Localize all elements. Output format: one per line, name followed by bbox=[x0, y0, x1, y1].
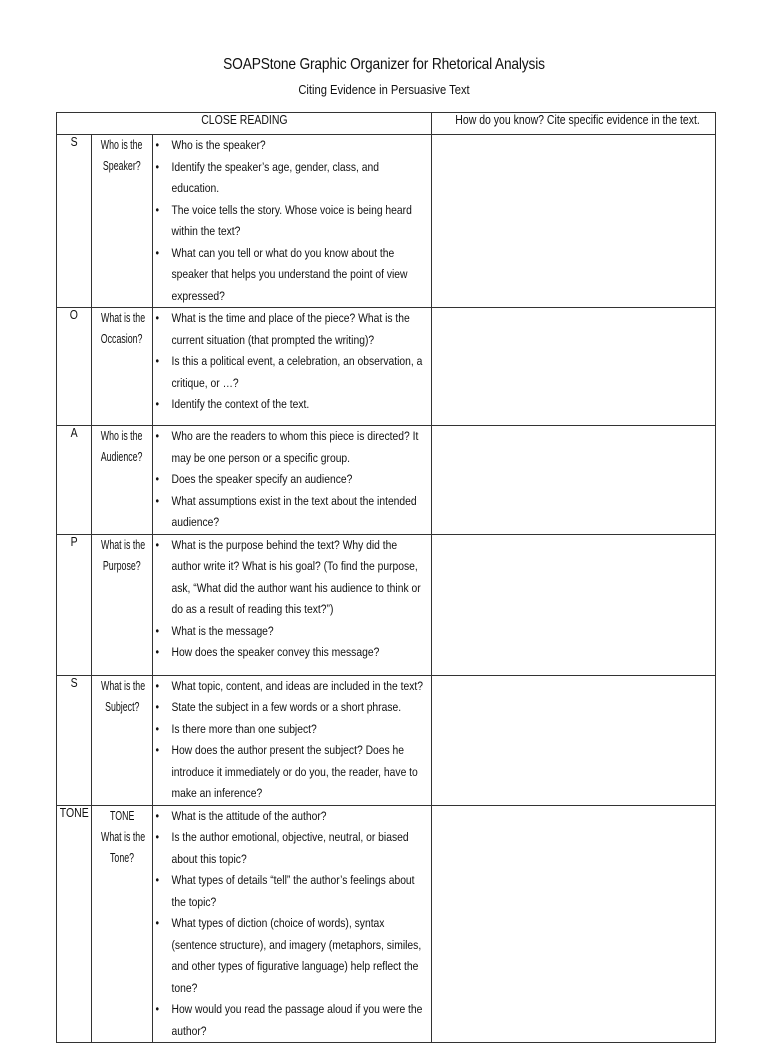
table-row bbox=[57, 308, 716, 426]
prompt-list bbox=[153, 806, 431, 1043]
row-letter: O bbox=[57, 308, 92, 426]
prompt-item: • State the subject in a few words or a short phrase. bbox=[153, 697, 423, 719]
row-letter: TONE bbox=[57, 805, 92, 1043]
evidence-cell[interactable] bbox=[432, 308, 716, 426]
row-prompts bbox=[153, 805, 432, 1043]
row-question bbox=[92, 308, 153, 426]
soapstone-table bbox=[56, 112, 716, 1043]
question-line: Speaker? bbox=[103, 159, 141, 173]
evidence-cell[interactable] bbox=[432, 426, 716, 535]
prompt-item: • Who are the readers to whom this piece is directed? It may be one person or a specific group. bbox=[153, 426, 423, 469]
prompt-list bbox=[153, 426, 431, 534]
prompt-item: • Identify the context of the text. bbox=[153, 394, 423, 416]
row-letter: S bbox=[57, 675, 92, 805]
prompt-item: • What assumptions exist in the text about the intended audience? bbox=[153, 491, 423, 534]
question-line: Tone? bbox=[109, 850, 135, 865]
prompt-item: • What can you tell or what do you know about the speaker that helps you understand the point of view expressed? bbox=[153, 243, 423, 308]
evidence-cell[interactable] bbox=[432, 805, 716, 1043]
table-row bbox=[57, 805, 716, 1043]
table-header-row bbox=[57, 113, 716, 135]
row-prompts bbox=[153, 426, 432, 535]
question-line: Occasion? bbox=[101, 332, 143, 346]
prompt-list bbox=[153, 308, 431, 416]
prompt-item: • Is this a political event, a celebration, an observation, a critique, or …? bbox=[153, 351, 423, 394]
row-question bbox=[92, 675, 153, 805]
prompt-item: • What is the attitude of the author? bbox=[153, 806, 423, 828]
document-title: SOAPStone Graphic Organizer for Rhetorical Analysis bbox=[223, 56, 545, 73]
table-row bbox=[57, 534, 716, 675]
row-question bbox=[92, 135, 153, 308]
row-prompts bbox=[153, 534, 432, 675]
row-prompts bbox=[153, 308, 432, 426]
prompt-item: • Does the speaker specify an audience? bbox=[153, 469, 423, 491]
question-line: Subject? bbox=[104, 699, 140, 714]
row-prompts bbox=[153, 675, 432, 805]
prompt-item: • What is the purpose behind the text? Why did the author write it? What is his goal? (To find the purpose, ask, “What did the author want his audience to think or do as a result of reading this text?”) bbox=[153, 535, 423, 621]
question-line: Audience? bbox=[101, 450, 143, 464]
table-row bbox=[57, 426, 716, 535]
prompt-item: • What topic, content, and ideas are included in the text? bbox=[153, 676, 423, 698]
question-line: What is the bbox=[101, 829, 146, 844]
question-line: What is the bbox=[101, 678, 146, 693]
prompt-item: • Who is the speaker? bbox=[153, 135, 423, 157]
row-question bbox=[92, 805, 153, 1043]
prompt-list bbox=[153, 135, 431, 307]
prompt-item: • How does the author present the subject? Does he introduce it immediately or do you, the reader, have to make an inference? bbox=[153, 740, 423, 805]
close-reading-header: CLOSE READING bbox=[57, 113, 432, 135]
question-line: Who is the bbox=[101, 138, 143, 152]
prompt-item: • What is the time and place of the piece? What is the current situation (that prompted the writing)? bbox=[153, 308, 423, 351]
prompt-item: • Identify the speaker’s age, gender, class, and education. bbox=[153, 157, 423, 200]
question-line: TONE bbox=[109, 808, 135, 823]
row-prompts bbox=[153, 135, 432, 308]
row-question bbox=[92, 426, 153, 535]
prompt-item: • Is there more than one subject? bbox=[153, 719, 423, 741]
evidence-header: How do you know? Cite specific evidence in the text. bbox=[432, 113, 716, 135]
prompt-item: • What types of details “tell” the author’s feelings about the topic? bbox=[153, 870, 423, 913]
prompt-item: • The voice tells the story. Whose voice is being heard within the text? bbox=[153, 200, 423, 243]
row-letter: P bbox=[57, 534, 92, 675]
prompt-list bbox=[153, 676, 431, 805]
prompt-item: • Is the author emotional, objective, neutral, or biased about this topic? bbox=[153, 827, 423, 870]
prompt-item: • What is the message? bbox=[153, 621, 423, 643]
prompt-list bbox=[153, 535, 431, 664]
prompt-item: • What types of diction (choice of words), syntax (sentence structure), and imagery (metaphors, similes, and other types of figurative language) help reflect the tone? bbox=[153, 913, 423, 999]
table-row bbox=[57, 135, 716, 308]
row-letter: A bbox=[57, 426, 92, 535]
table-row bbox=[57, 675, 716, 805]
prompt-item: • How would you read the passage aloud if you were the author? bbox=[153, 999, 423, 1042]
evidence-cell[interactable] bbox=[432, 135, 716, 308]
row-question bbox=[92, 534, 153, 675]
question-line: Purpose? bbox=[103, 558, 141, 573]
question-line: What is the bbox=[101, 537, 146, 552]
evidence-cell[interactable] bbox=[432, 675, 716, 805]
question-line: What is the bbox=[101, 311, 146, 325]
prompt-item: • How does the speaker convey this message? bbox=[153, 642, 423, 664]
evidence-cell[interactable] bbox=[432, 534, 716, 675]
row-letter: S bbox=[57, 135, 92, 308]
document-subtitle: Citing Evidence in Persuasive Text bbox=[298, 82, 470, 97]
question-line: Who is the bbox=[101, 429, 143, 443]
